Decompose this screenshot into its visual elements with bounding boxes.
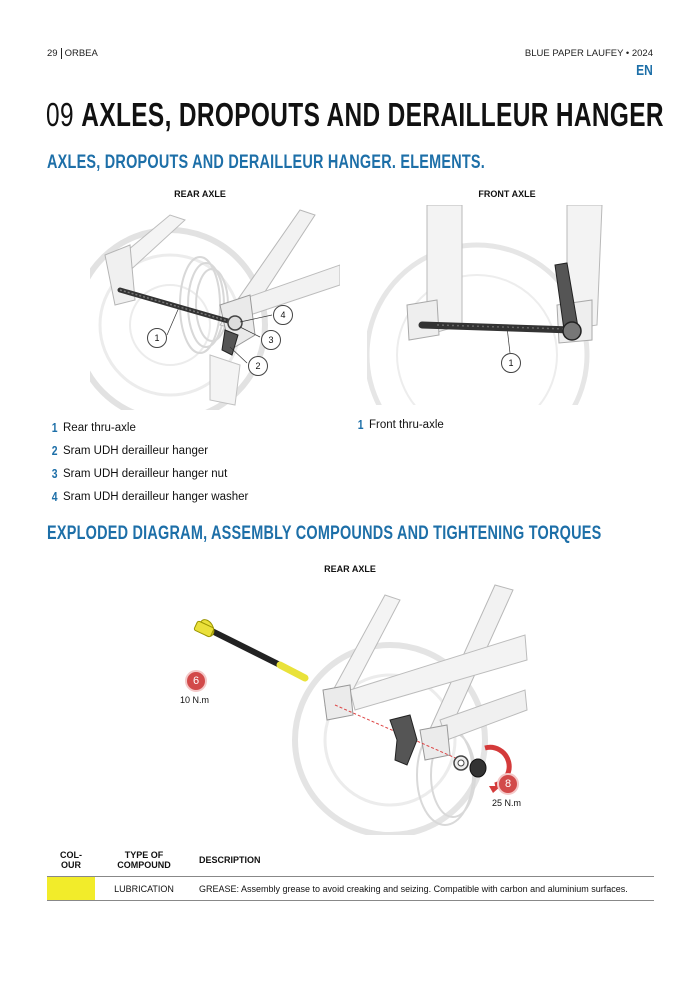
rear-legend-item-3 — [51, 462, 248, 485]
page-header-left — [47, 48, 98, 59]
table-row — [47, 877, 654, 901]
torque-label-hanger-nut: 25 N.m — [492, 798, 522, 808]
chapter-title — [46, 96, 664, 134]
exploded-rear-axle-illustration — [185, 580, 535, 835]
legend-number: 4 — [51, 489, 58, 504]
rear-callout-3: 3 — [261, 330, 281, 350]
language-tag: EN — [636, 62, 653, 79]
front-legend — [357, 413, 444, 436]
rear-legend — [51, 416, 248, 508]
rear-callout-1: 1 — [147, 328, 167, 348]
rear-axle-illustration — [90, 205, 340, 410]
header-type-line2: COMPOUND — [117, 860, 171, 870]
front-axle-label: FRONT AXLE — [478, 189, 536, 199]
exploded-rear-axle-label: REAR AXLE — [324, 564, 376, 574]
compound-type: LUBRICATION — [114, 883, 174, 894]
legend-text: Sram UDH derailleur hanger washer — [63, 490, 249, 503]
legend-number: 1 — [51, 420, 58, 435]
torque-badge-axle: 6 — [185, 670, 207, 692]
section-title-elements: AXLES, DROPOUTS AND DERAILLEUR HANGER. ELEMENTS. — [47, 152, 486, 173]
front-callout-1: 1 — [501, 353, 521, 373]
brand-name: ORBEA — [64, 48, 98, 59]
legend-number: 3 — [51, 466, 58, 481]
page-number: 29 — [47, 48, 58, 59]
rear-legend-item-1 — [51, 416, 248, 439]
header-colour-line2: OUR — [61, 860, 81, 870]
header-colour — [47, 844, 95, 877]
section-title-exploded: EXPLODED DIAGRAM, ASSEMBLY COMPOUNDS AND TIGHTENING TORQUES — [47, 523, 602, 544]
header-type — [95, 844, 193, 877]
rear-callout-4: 4 — [273, 305, 293, 325]
chapter-title-text: AXLES, DROPOUTS AND DERAILLEUR HANGER — [81, 96, 664, 133]
rear-axle-label: REAR AXLE — [174, 189, 226, 199]
front-axle-illustration — [367, 205, 647, 405]
legend-text: Rear thru-axle — [63, 421, 136, 434]
header-colour-line1: COL- — [60, 850, 82, 860]
compound-description: GREASE: Assembly grease to avoid creaking and seizing. Compatible with carbon and aluminium surfaces. — [199, 883, 628, 894]
header-type-line1: TYPE OF — [124, 850, 164, 860]
legend-number: 1 — [357, 417, 364, 432]
torque-label-axle: 10 N.m — [180, 695, 210, 705]
table-header-row — [47, 844, 654, 877]
grease-colour-swatch — [47, 877, 95, 900]
rear-legend-item-4 — [51, 485, 248, 508]
rear-legend-item-2 — [51, 439, 248, 462]
header-divider — [61, 48, 62, 59]
legend-text: Front thru-axle — [369, 418, 444, 431]
doc-title: BLUE PAPER LAUFEY • 2024 — [524, 48, 653, 59]
compounds-table — [47, 844, 654, 901]
legend-text: Sram UDH derailleur hanger — [63, 444, 209, 457]
torque-badge-hanger-nut: 8 — [497, 773, 519, 795]
chapter-number: 09 — [46, 96, 74, 133]
rear-callout-2: 2 — [248, 356, 268, 376]
header-description: DESCRIPTION — [199, 855, 261, 865]
front-legend-item-1 — [357, 413, 444, 436]
colour-cell — [47, 877, 95, 901]
legend-number: 2 — [51, 443, 58, 458]
legend-text: Sram UDH derailleur hanger nut — [63, 467, 228, 480]
